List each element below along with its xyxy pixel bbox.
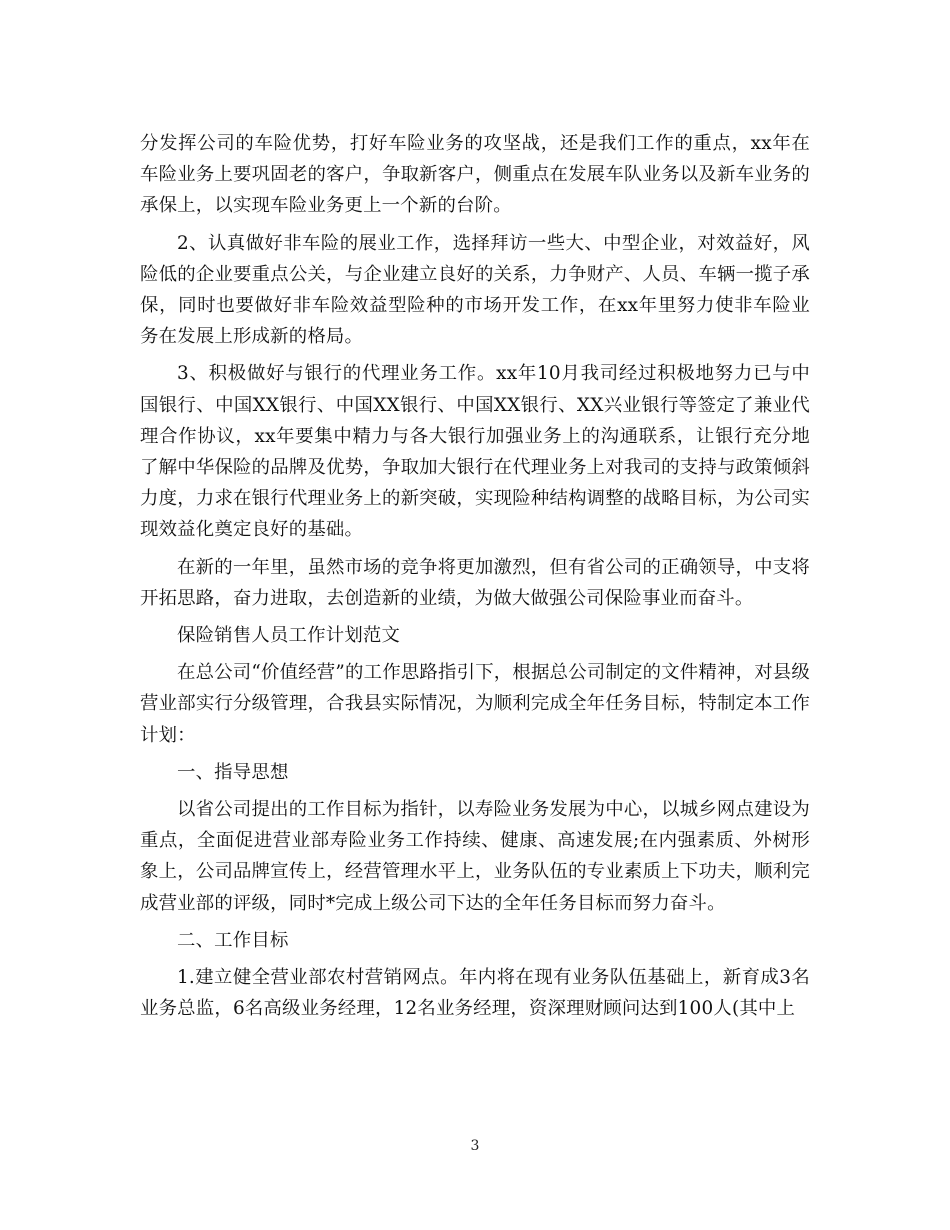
paragraph-10: 1.建立健全营业部农村营销网点。年内将在现有业务队伍基础上，新育成3名业务总监，6名高级业务经理，12名业务经理，资深理财顾问达到100人(其中上	[140, 967, 810, 1020]
heading-guiding-thought: 一、指导思想	[177, 761, 289, 783]
document-body	[140, 128, 810, 1030]
paragraph-8: 以省公司提出的工作目标为指针，以寿险业务发展为中心，以城乡网点建设为重点，全面促进营业部寿险业务工作持续、健康、高速发展;在内强素质、外树形象上，公司品牌宣传上，经营管理水平上，业务队伍的专业素质上下功夫，顺利完成营业部的评级，同时*完成上级公司下达的全年任务目标而努力奋斗。	[140, 799, 810, 914]
paragraph-6: 在总公司“价值经营”的工作思路指引下，根据总公司制定的文件精神，对县级营业部实行分级管理，合我县实际情况，为顺利完成全年任务目标，特制定本工作计划：	[140, 662, 810, 746]
section-title: 保险销售人员工作计划范文	[177, 625, 401, 647]
paragraph-3: 3、积极做好与银行的代理业务工作。xx年10月我司经过积极地努力已与中国银行、中国XX银行、中国XX银行、中国XX银行、XX兴业银行等签定了兼业代理合作协议，xx年要集中精力与各大银行加强业务上的沟通联系，让银行充分地了解中华保险的品牌及优势，争取加大银行在代理业务上对我司的支持与政策倾斜力度，力求在银行代理业务上的新突破，实现险种结构调整的战略目标，为公司实现效益化奠定良好的基础。	[140, 363, 810, 541]
page-number: 3	[470, 1138, 480, 1154]
paragraph-4: 在新的一年里，虽然市场的竞争将更加激烈，但有省公司的正确领导，中支将开拓思路，奋力进取，去创造新的业绩，为做大做强公司保险事业而奋斗。	[140, 556, 810, 609]
paragraph-2: 2、认真做好非车险的展业工作，选择拜访一些大、中型企业，对效益好，风险低的企业要重点公关，与企业建立良好的关系，力争财产、人员、车辆一揽子承保，同时也要做好非车险效益型险种的市场开发工作，在xx年里努力使非车险业务在发展上形成新的格局。	[140, 232, 810, 348]
heading-work-goals: 二、工作目标	[177, 929, 289, 951]
paragraph-1: 分发挥公司的车险优势，打好车险业务的攻坚战，还是我们工作的重点，xx年在车险业务上要巩固老的客户，争取新客户，侧重点在发展车队业务以及新车业务的承保上，以实现车险业务更上一个新的台阶。	[140, 133, 810, 217]
